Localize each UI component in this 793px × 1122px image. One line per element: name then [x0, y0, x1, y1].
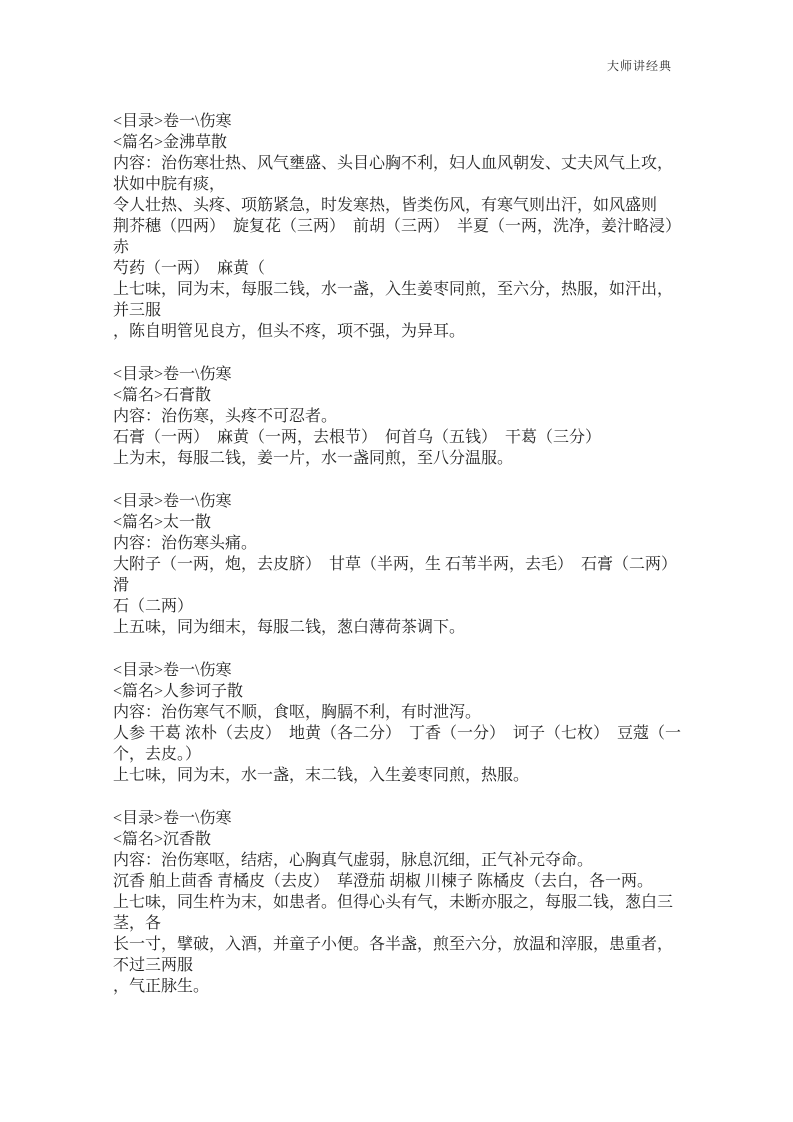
- text-line: <目录>卷一\伤寒: [113, 113, 232, 130]
- text-line: 令人壮热、头疼、项筋紧急，时发寒热，皆类伤风，有寒气则出汗，如风盛则: [113, 197, 658, 214]
- text-line: 赤: [113, 239, 130, 256]
- text-line: 大附子（一两，炮，去皮脐） 甘草（半两，生 石苇半两，去毛） 石膏（二两）: [113, 556, 678, 573]
- text-line: 芍药（一两） 麻黄（: [113, 260, 266, 277]
- text-line: <目录>卷一\伤寒: [113, 493, 232, 510]
- text-line: 茎，各: [113, 915, 162, 932]
- text-line: 滑: [113, 577, 130, 594]
- text-line: <篇名>沉香散: [113, 831, 212, 848]
- recipe-section: [113, 808, 723, 997]
- recipe-section: [113, 491, 723, 638]
- text-line: <篇名>金沸草散: [113, 134, 228, 151]
- text-line: 内容：治伤寒壮热、风气壅盛、头目心胸不利，妇人血风朝发、丈夫风气上攻，: [113, 155, 674, 172]
- text-line: 上七味，同生杵为末，如患者。但得心头有气，未断亦服之，每服二钱，葱白三: [113, 894, 674, 911]
- text-line: 内容：治伤寒，头疼不可忍者。: [113, 408, 338, 425]
- text-line: <篇名>石膏散: [113, 387, 212, 404]
- text-line: 上为末，每服二钱，姜一片，水一盏同煎，至八分温服。: [113, 450, 514, 467]
- text-line: <目录>卷一\伤寒: [113, 366, 232, 383]
- recipe-section: [113, 111, 723, 342]
- text-line: 不过三两服: [113, 957, 194, 974]
- text-line: <篇名>太一散: [113, 514, 212, 531]
- text-line: 上七味，同为末，每服二钱，水一盏，入生姜枣同煎，至六分，热服，如汗出，: [113, 281, 674, 298]
- text-line: 并三服: [113, 302, 162, 319]
- text-line: 内容：治伤寒气不顺，食呕，胸膈不利，有时泄泻。: [113, 704, 482, 721]
- text-line: ，陈自明管见良方，但头不疼，项不强，为异耳。: [113, 323, 466, 340]
- text-line: ，气正脉生。: [113, 978, 210, 995]
- text-line: 沉香 舶上茴香 青橘皮（去皮） 荜澄茄 胡椒 川楝子 陈橘皮（去白，各一两。: [113, 873, 654, 890]
- recipe-section: [113, 660, 723, 786]
- text-line: 长一寸，擘破，入酒，并童子小便。各半盏，煎至六分，放温和滓服，患重者，: [113, 936, 674, 953]
- text-line: 内容：治伤寒头痛。: [113, 535, 258, 552]
- text-line: 个，去皮。）: [113, 746, 202, 763]
- page-header-text: 大师讲经典: [606, 59, 672, 73]
- text-line: 上五味，同为细末，每服二钱，葱白薄荷茶调下。: [113, 619, 466, 636]
- document-body: [113, 111, 723, 997]
- text-line: 石膏（一两） 麻黄（一两，去根节） 何首乌（五钱） 干葛（三分）: [113, 429, 602, 446]
- text-line: <篇名>人参诃子散: [113, 683, 244, 700]
- text-line: 荆芥穗（四两） 旋复花（三两） 前胡（三两） 半夏（一两，洗净，姜汁略浸）: [113, 218, 682, 235]
- text-line: 内容：治伤寒呕，结痞，心胸真气虚弱，脉息沉细，正气补元夺命。: [113, 852, 594, 869]
- text-line: 人参 干葛 浓朴（去皮） 地黄（各二分） 丁香（一分） 诃子（七枚） 豆蔻（一: [113, 725, 682, 742]
- text-line: 状如中脘有痰，: [113, 176, 226, 193]
- text-line: 石（二两）: [113, 598, 194, 615]
- text-line: 上七味，同为末，水一盏，末二钱，入生姜枣同煎，热服。: [113, 767, 530, 784]
- recipe-section: [113, 364, 723, 469]
- text-line: <目录>卷一\伤寒: [113, 662, 232, 679]
- text-line: <目录>卷一\伤寒: [113, 810, 232, 827]
